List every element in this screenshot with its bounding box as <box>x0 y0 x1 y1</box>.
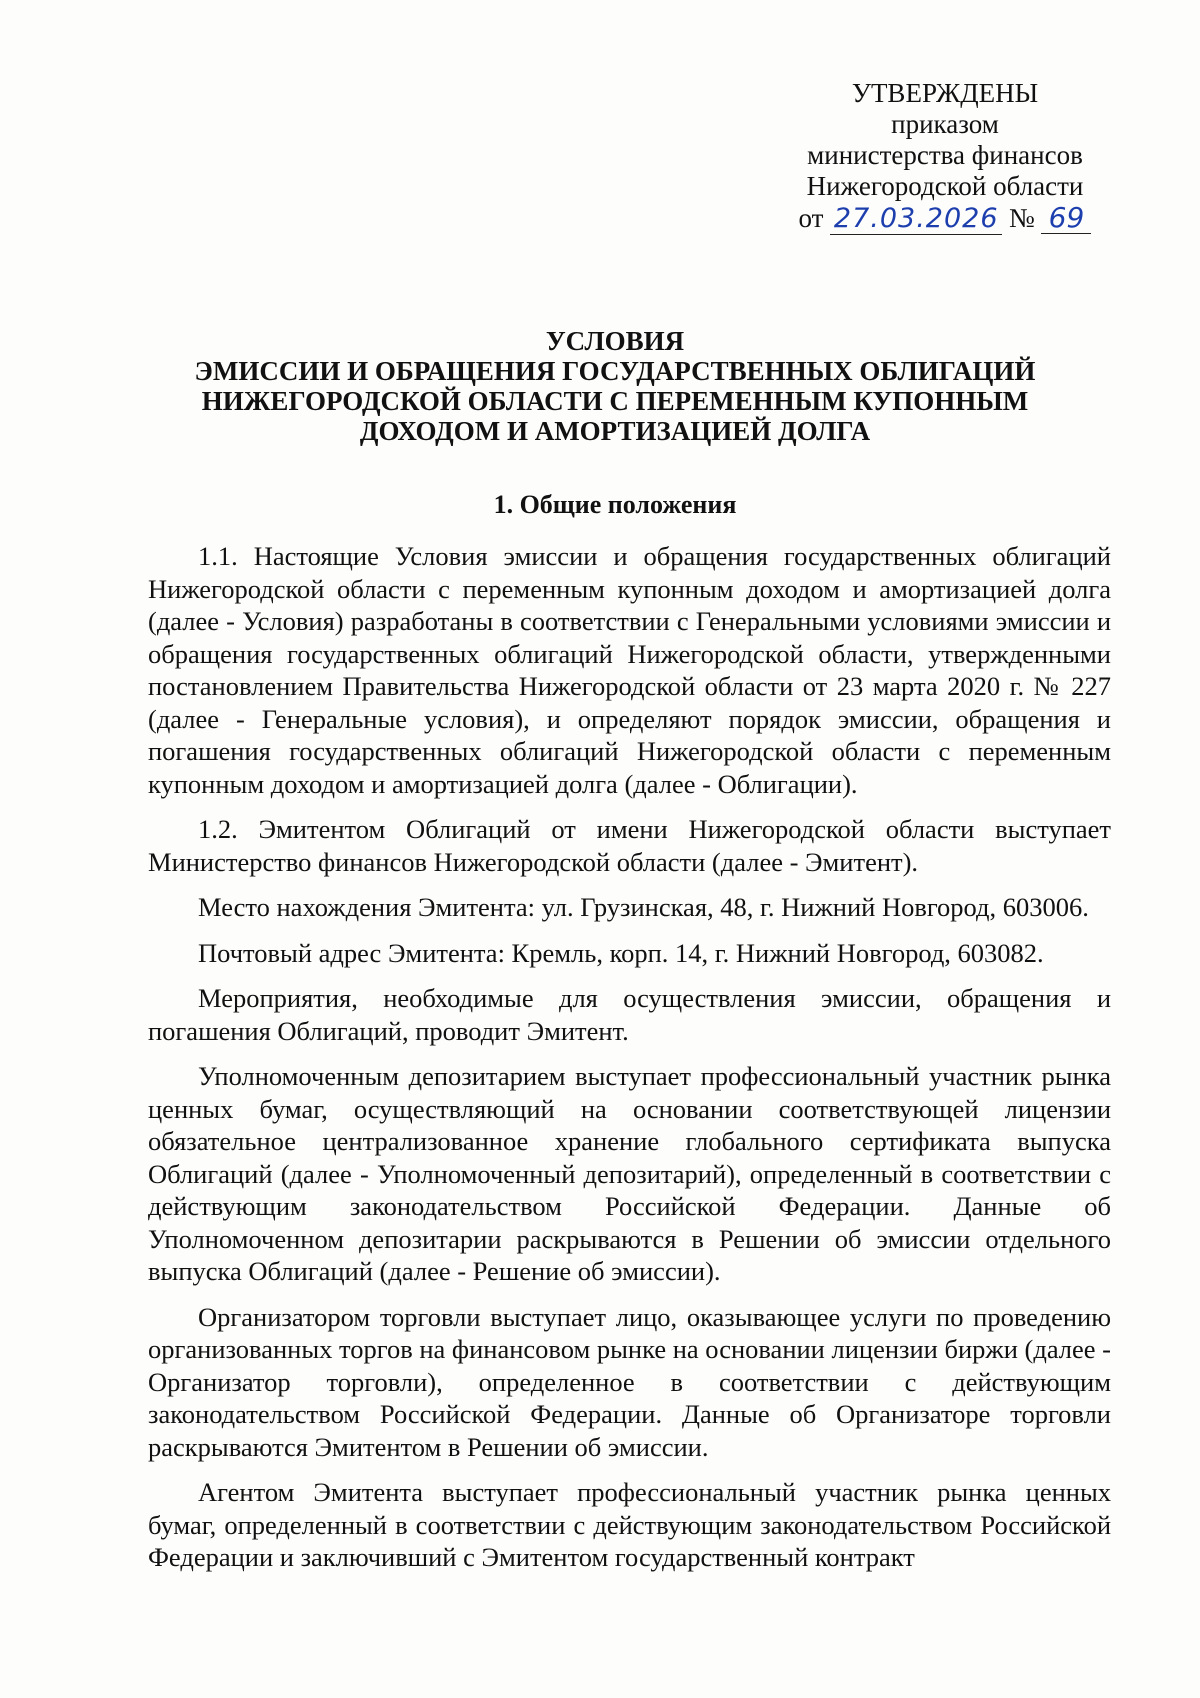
approval-stamp-block <box>780 78 1110 235</box>
paragraph-postal-address: Почтовый адрес Эмитента: Кремль, корп. 14, г. Нижний Новгород, 603082. <box>198 937 1044 968</box>
document-title <box>120 326 1110 446</box>
approval-region: Нижегородской области <box>806 171 1084 201</box>
section-body <box>148 540 1111 1587</box>
approval-number-handwritten: 69 <box>1041 203 1091 234</box>
paragraph-depositary: Уполномоченным депозитарием выступает профессиональный участник рынка ценных бумаг, осуществляющий на основании соответствующей лицензии обязательное централизованное хранение глобального сертификата выпуска Облигаций (далее - Уполномоченный депозитарий), определенный в соответствии с действующим законодательством Российской Федерации. Данные об Уполномоченном депозитарии раскрываются в Решении об эмиссии отдельного выпуска Облигаций (далее - Решение об эмиссии). <box>148 1061 1111 1286</box>
paragraph-1-2: 1.2. Эмитентом Облигаций от имени Нижегородской области выступает Министерство финансов Нижегородской области (далее - Эмитент). <box>148 814 1111 877</box>
paragraph-agent: Агентом Эмитента выступает профессиональный участник рынка ценных бумаг, определенный в соответствии с действующим законодательством Российской Федерации и заключивший с Эмитентом государственный контракт <box>148 1477 1111 1572</box>
title-line-2: ЭМИССИИ И ОБРАЩЕНИЯ ГОСУДАРСТВЕННЫХ ОБЛИГАЦИЙ <box>194 356 1036 386</box>
title-line-3: НИЖЕГОРОДСКОЙ ОБЛАСТИ С ПЕРЕМЕННЫМ КУПОННЫМ <box>201 386 1029 416</box>
paragraph-trade-organizer: Организатором торговли выступает лицо, оказывающее услуги по проведению организованных торгов на финансовом рынке на основании лицензии биржи (далее - Организатор торговли), определенное в соответствии с действующим законодательством Российской Федерации. Данные об Организаторе торговли раскрываются Эмитентом в Решении об эмиссии. <box>148 1301 1112 1462</box>
approval-ministry: министерства финансов <box>807 140 1083 170</box>
paragraph-1-1: 1.1. Настоящие Условия эмиссии и обращения государственных облигаций Нижегородской области с переменным купонным доходом и амортизацией долга (далее - Условия) разработаны в соответствии с Генеральными условиями эмиссии и обращения государственных облигаций Нижегородской области, утвержденными постановлением Правительства Нижегородской области от 23 марта 2020 г. № 227 (далее - Генеральные условия), и определяют порядок эмиссии, обращения и погашения государственных облигаций Нижегородской области с переменным купонным доходом и амортизацией долга (далее - Облигации). <box>148 541 1111 799</box>
title-line-4: ДОХОДОМ И АМОРТИЗАЦИЕЙ ДОЛГА <box>359 416 871 446</box>
paragraph-location: Место нахождения Эмитента: ул. Грузинская, 48, г. Нижний Новгород, 603006. <box>198 892 1089 922</box>
approval-date-prefix: от <box>798 203 824 233</box>
approval-date-handwritten: 27.03.2026 <box>830 204 1002 235</box>
paragraph-measures: Мероприятия, необходимые для осуществления эмиссии, обращения и погашения Облигаций, проводит Эмитент. <box>148 983 1111 1046</box>
approval-heading: УТВЕРЖДЕНЫ <box>851 78 1039 108</box>
title-line-1: УСЛОВИЯ <box>545 326 685 356</box>
approval-number-sign: № <box>1008 203 1035 233</box>
section-heading: 1. Общие положения <box>493 490 737 519</box>
approval-order-word: приказом <box>891 109 999 139</box>
approval-date-line <box>780 203 1110 235</box>
